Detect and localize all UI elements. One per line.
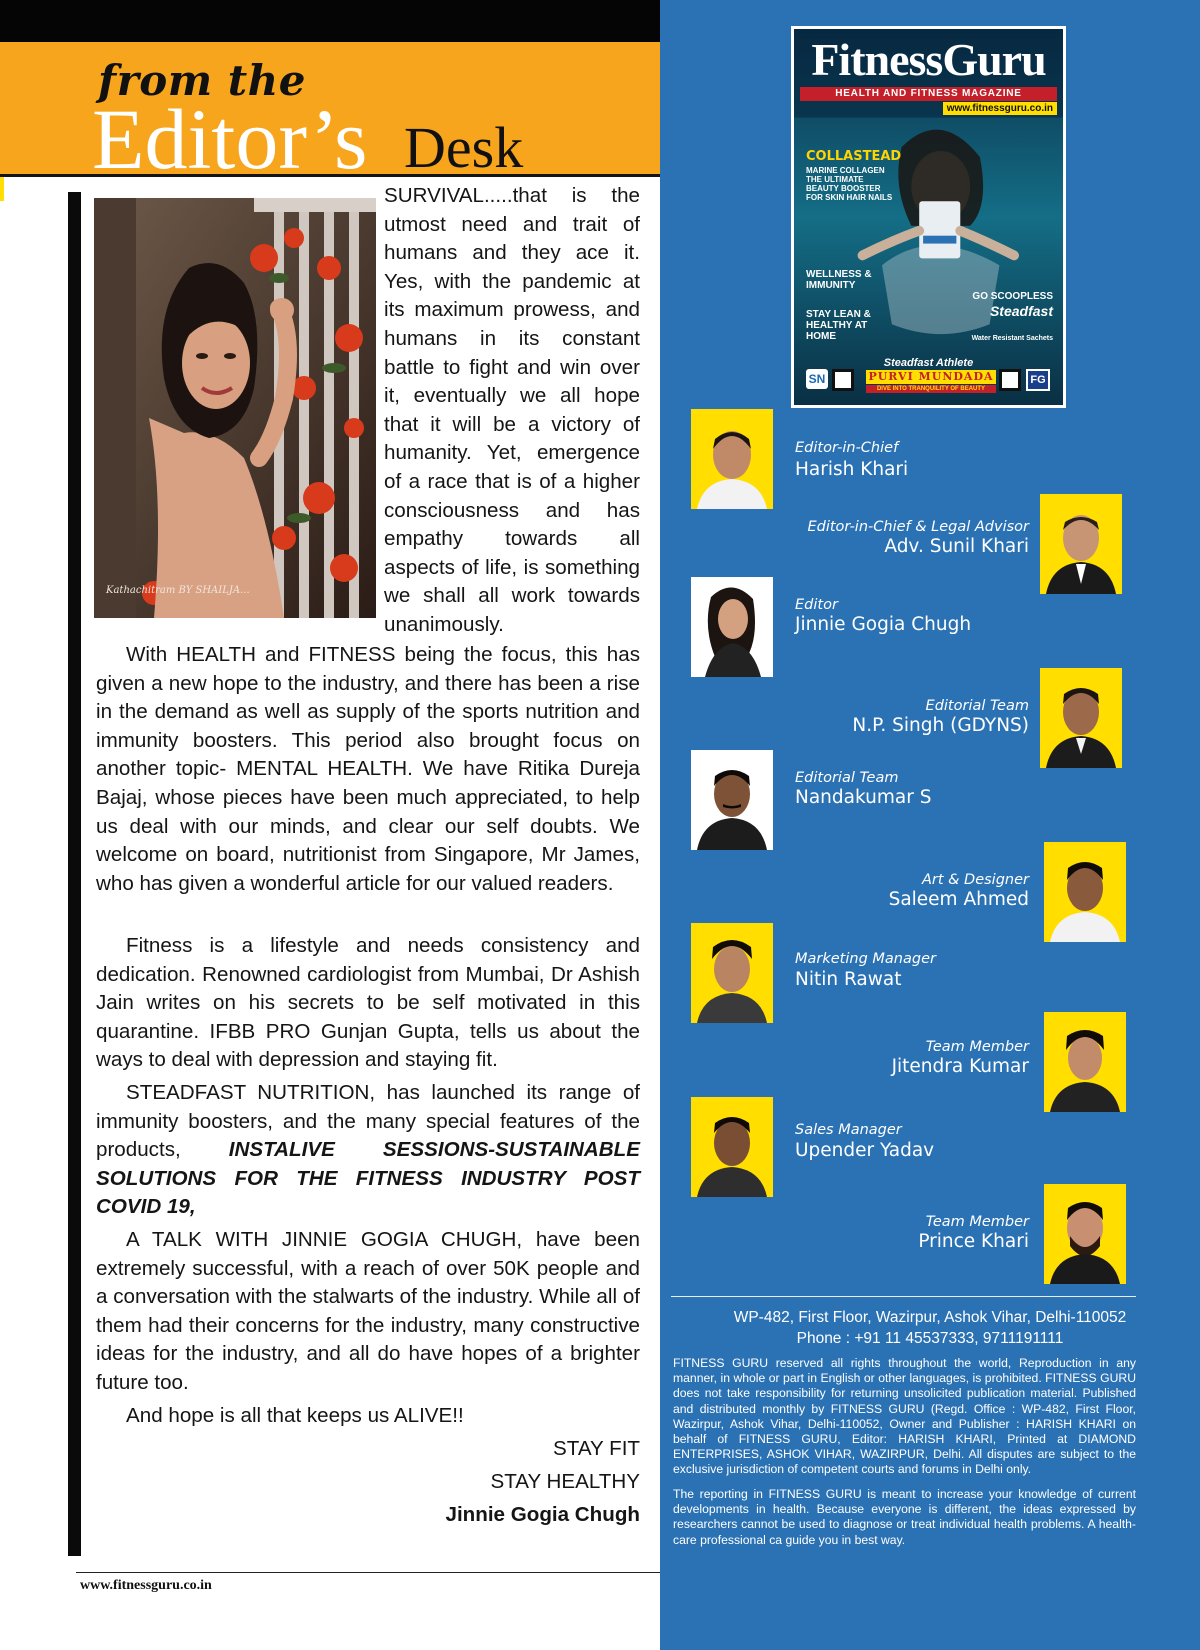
team-photo-jitendra-kumar	[1044, 1012, 1126, 1112]
team-role-4: Editorial Team	[925, 698, 1029, 714]
cover-athlete-subtitle: DIVE INTO TRANQUILITY OF BEAUTY	[866, 385, 996, 393]
article-paragraph-3	[96, 1079, 640, 1222]
person-avatar-icon	[691, 577, 773, 677]
cover-headline-go-scoopless: GO SCOOPLESS	[972, 291, 1053, 302]
team-photo-nandakumar-s	[691, 750, 773, 850]
office-address: WP-482, First Floor, Wazirpur, Ashok Vihar, Delhi-110052	[733, 1309, 1127, 1326]
header-from-the: from the	[98, 56, 306, 105]
team-photo-sunil-khari	[1040, 494, 1122, 594]
cover-athlete-label: Steadfast Athlete	[883, 357, 974, 369]
magazine-cover	[791, 26, 1066, 408]
team-role-10: Team Member	[925, 1214, 1029, 1230]
team-photo-saleem-ahmed	[1044, 842, 1126, 942]
team-photo-upender-yadav	[691, 1097, 773, 1197]
team-name-10: Prince Khari	[918, 1231, 1029, 1252]
team-name-8: Jitendra Kumar	[891, 1056, 1029, 1077]
top-black-bar	[0, 0, 660, 42]
team-photo-nitin-rawat	[691, 923, 773, 1023]
office-phone: Phone : +91 11 45537333, 9711191111	[796, 1330, 1064, 1347]
person-avatar-icon	[1044, 842, 1126, 942]
person-avatar-icon	[1044, 1184, 1126, 1284]
article-intro: SURVIVAL.....that is the utmost need and trait of humans and they ace it. Yes, with the pandemic at its maximum prowess, and humans in its constant battle to fight and win over it, eventually we all hope that it will be a victory of humanity. Yet, emergence of a race that is of a higher consciousness and has empathy towards all aspects of life, is something we shall all work towards unanimously.	[384, 184, 640, 636]
qr-code-icon	[999, 369, 1021, 391]
team-role-1: Editor-in-Chief	[795, 440, 899, 456]
qr-code-icon	[832, 369, 854, 391]
person-avatar-icon	[691, 923, 773, 1023]
rights-notice: FITNESS GURU reserved all rights throughout the world, Reproduction in any manner, in whole or part in English or other languages, is prohibited. FITNESS GURU does not take responsibility for returning unsolicited publication material. Published and distributed monthly by FITNESS GURU (Regd. Office : WP-482, First Floor, Wazirpur, Ashok Vihar, Delhi-110052, Owner and Publisher : HARISH KHARI on behalf of FITNESS GURU, Editor: HARISH KHARI, Printed at DIAMOND ENTERPRISES, ASHOK VIHAR, WAZIRPUR, Delhi. All disputes are subject to the exclusive jurisdiction of competent courts and forums in Delhi only.	[673, 1356, 1136, 1477]
person-avatar-icon	[1040, 668, 1122, 768]
article-paragraph-4: A TALK WITH JINNIE GOGIA CHUGH, have been extremely successful, with a reach of over 50K people and a conversation with the stalwarts of the industry. While all of them had their concerns for the industry, many constructive ideas for the industry, and all do have hopes of a brighter future too.	[96, 1228, 640, 1394]
team-role-2: Editor-in-Chief & Legal Advisor	[807, 519, 1029, 535]
footer-divider	[76, 1572, 660, 1573]
signoff-stay-fit: STAY FIT	[553, 1437, 640, 1460]
person-avatar-icon	[1040, 494, 1122, 594]
team-role-6: Art & Designer	[921, 872, 1029, 888]
team-photo-jinnie-gogia-chugh	[691, 577, 773, 677]
cover-url: www.fitnessguru.co.in	[943, 102, 1057, 115]
team-name-3: Jinnie Gogia Chugh	[795, 614, 972, 635]
article-paragraph-5: And hope is all that keeps us ALIVE!!	[126, 1404, 464, 1427]
team-photo-prince-khari	[1044, 1184, 1126, 1284]
team-role-8: Team Member	[925, 1039, 1029, 1055]
header-desk: Desk	[404, 115, 524, 180]
cover-headline-stay-lean: STAY LEAN & HEALTHY AT HOME	[806, 309, 871, 342]
signoff-stay-healthy: STAY HEALTHY	[490, 1470, 640, 1493]
team-name-7: Nitin Rawat	[795, 969, 902, 990]
cover-sachets-text: Water Resistant Sachets	[971, 335, 1053, 342]
cover-tagline: HEALTH AND FITNESS MAGAZINE	[800, 87, 1057, 101]
cover-collastead-subtext: MARINE COLLAGEN THE ULTIMATE BEAUTY BOOSTER FOR SKIN HAIR NAILS	[806, 166, 893, 202]
team-photo-harish-khari	[691, 409, 773, 509]
yellow-accent-tab	[0, 177, 4, 201]
person-avatar-icon	[691, 409, 773, 509]
article-paragraph-2: Fitness is a lifestyle and needs consistency and dedication. Renowned cardiologist from Mumbai, Dr Ashish Jain writes on his secrets to be self motivated in this quarantine. IFBB PRO Gunjan Gupta, tells us about the ways to deal with depression and staying fit.	[96, 934, 640, 1072]
editor-signature: Jinnie Gogia Chugh	[445, 1503, 640, 1526]
person-avatar-icon	[691, 1097, 773, 1197]
team-name-2: Adv. Sunil Khari	[884, 536, 1029, 557]
team-role-3: Editor	[795, 597, 838, 613]
steadfast-logo-icon: SN	[806, 369, 828, 389]
person-avatar-icon	[691, 750, 773, 850]
team-role-5: Editorial Team	[795, 770, 899, 786]
team-name-4: N.P. Singh (GDYNS)	[852, 715, 1029, 736]
header-editors: Editor’s	[92, 91, 368, 187]
cover-headline-collastead: COLLASTEAD	[806, 149, 902, 164]
team-name-5: Nandakumar S	[795, 787, 932, 808]
paragraph-3-text: STEADFAST NUTRITION, has launched its range of immunity boosters, and the many special features of the products,	[96, 1081, 640, 1162]
team-name-9: Upender Yadav	[795, 1140, 935, 1161]
health-disclaimer: The reporting in FITNESS GURU is meant to increase your knowledge of current developments in health. Because everyone is different, the ideas expressed by researchers cannot be used to diagnose or treat individual health problems. A health-care professional ca guide you in best way.	[673, 1487, 1136, 1547]
team-name-6: Saleem Ahmed	[888, 889, 1029, 910]
article-paragraph-1: With HEALTH and FITNESS being the focus, this has given a new hope to the industry, and there has been a rise in the demand as well as supply of the sports nutrition and immunity boosters. This period also brought focus on another topic- MENTAL HEALTH. We have Ritika Dureja Bajaj, whose pieces have been much appreciated, to help us deal with our minds, and clear our self doubts. We welcome on board, nutritionist from Singapore, Mr James, who has given a wonderful article for our valued readers.	[96, 643, 640, 895]
team-role-7: Marketing Manager	[795, 951, 936, 967]
left-vertical-bar	[68, 192, 81, 1556]
portrait-illustration	[94, 198, 376, 618]
cover-athlete-name: PURVI MUNDADA	[866, 370, 996, 384]
cover-headline-steadfast: Steadfast	[989, 303, 1053, 319]
contact-divider	[671, 1296, 1136, 1297]
editor-portrait-photo	[94, 198, 376, 618]
team-photo-np-singh	[1040, 668, 1122, 768]
person-avatar-icon	[1044, 1012, 1126, 1112]
footer-website-link[interactable]: www.fitnessguru.co.in	[80, 1578, 212, 1593]
cover-headline-wellness: WELLNESS & IMMUNITY	[806, 269, 872, 291]
cover-underwater-image	[794, 29, 1063, 405]
photo-credit-caption: Kathachitram BY SHAILJA...	[106, 585, 250, 596]
cover-masthead-title: FitnessGuru	[811, 34, 1046, 85]
paragraph-3-emphasis: INSTALIVE SESSIONS-SUSTAINABLE SOLUTIONS FOR THE FITNESS INDUSTRY POST COVID 19,	[96, 1138, 640, 1219]
fitnessguru-logo-icon: FG	[1026, 369, 1050, 391]
team-name-1: Harish Khari	[795, 459, 909, 480]
team-role-9: Sales Manager	[795, 1122, 902, 1138]
